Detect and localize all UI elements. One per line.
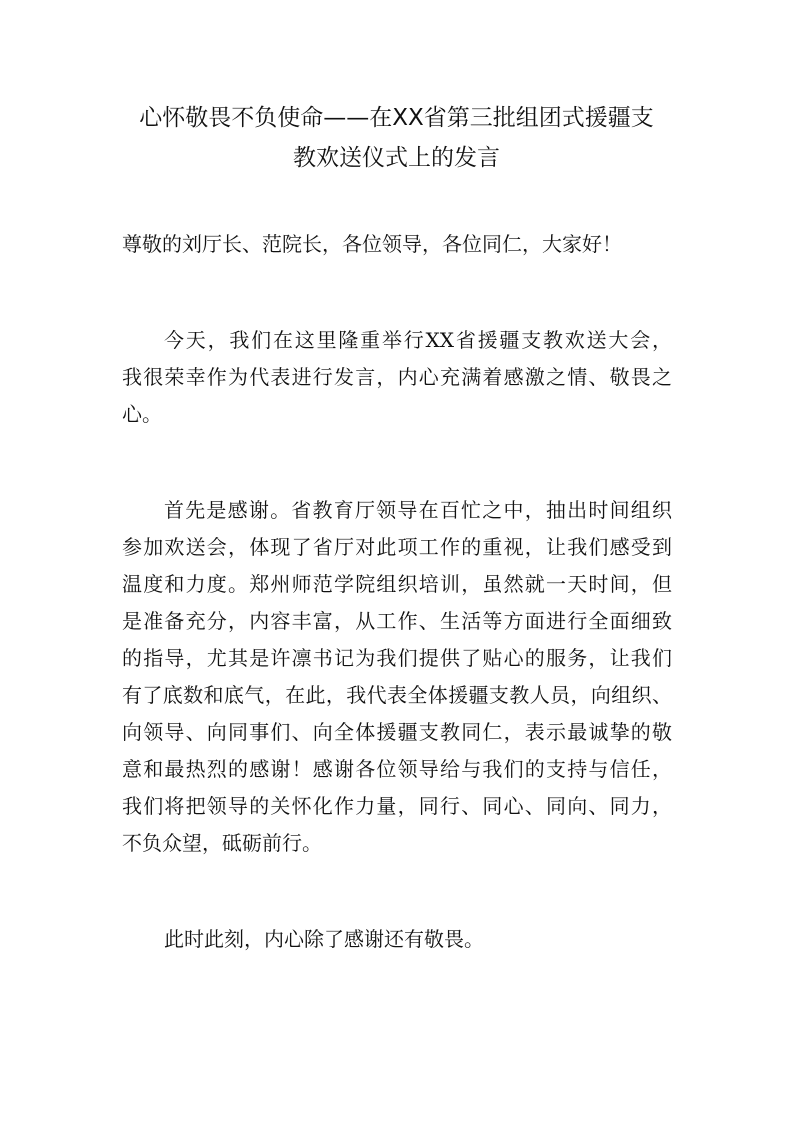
paragraph-line: 今天，我们在这里隆重举行XX省援疆支教欢送大会，	[164, 328, 672, 352]
title-line-2: 教欢送仪式上的发言	[293, 145, 500, 171]
paragraph-line: 不负众望，砥砺前行。	[122, 831, 322, 855]
paragraph-line: 参加欢送会，体现了省厅对此项工作的重视，让我们感受到	[122, 535, 672, 559]
body-paragraph	[122, 322, 672, 433]
title-line-1: 心怀敬畏不负使命——在XX省第三批组团式援疆支	[139, 105, 654, 131]
body-paragraph	[122, 492, 672, 862]
paragraph-line: 心。	[122, 402, 162, 426]
paragraph-line: 的指导，尤其是许凛书记为我们提供了贴心的服务，让我们	[122, 646, 672, 670]
body-paragraph	[122, 921, 672, 958]
greeting-paragraph	[122, 226, 672, 263]
paragraph-line: 我很荣幸作为代表进行发言，内心充满着感激之情、敬畏之	[122, 365, 672, 389]
paragraph-line: 我们将把领导的关怀化作力量，同行、同心、同向、同力，	[122, 794, 672, 818]
paragraph-line: 有了底数和底气，在此，我代表全体援疆支教人员，向组织、	[122, 683, 672, 707]
paragraph-line: 向领导、向同事们、向全体援疆支教同仁，表示最诚挚的敬	[122, 720, 672, 744]
paragraph-line: 此时此刻，内心除了感谢还有敬畏。	[164, 927, 484, 951]
paragraph-line: 首先是感谢。省教育厅领导在百忙之中，抽出时间组织	[164, 498, 672, 522]
paragraph-line: 温度和力度。郑州师范学院组织培训，虽然就一天时间，但	[122, 572, 672, 596]
paragraph-line: 意和最热烈的感谢！感谢各位领导给与我们的支持与信任，	[122, 757, 672, 781]
greeting-line: 尊敬的刘厅长、范院长，各位领导，各位同仁，大家好！	[122, 232, 622, 256]
paragraph-line: 是准备充分，内容丰富，从工作、生活等方面进行全面细致	[122, 609, 672, 633]
document-title	[100, 98, 693, 178]
document-body	[122, 226, 672, 1017]
